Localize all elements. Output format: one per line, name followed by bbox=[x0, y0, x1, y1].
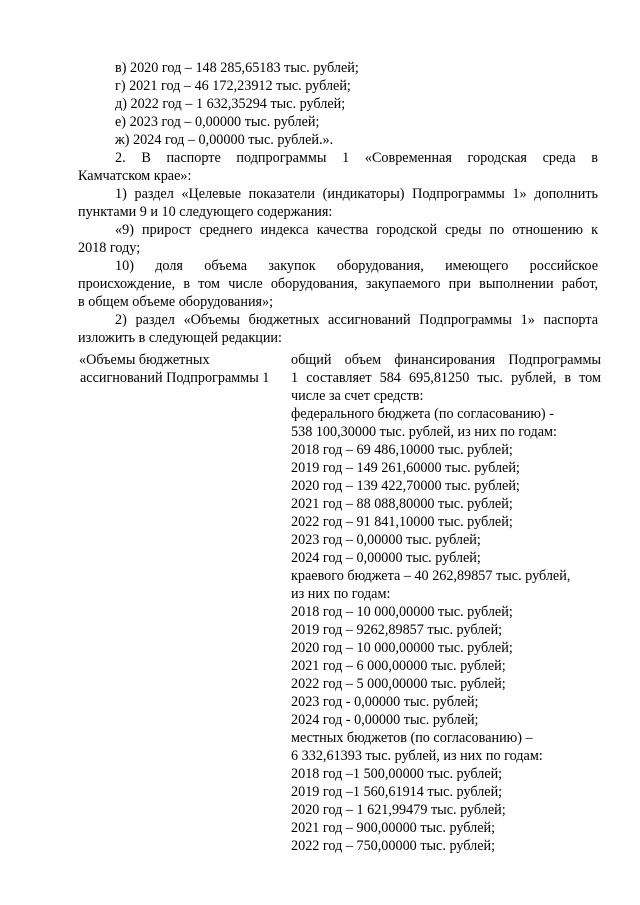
paragraph-line: 1) раздел «Целевые показатели (индикаторы) Подпрограммы 1» дополнить bbox=[115, 186, 598, 202]
table-value-line: 2021 год – 88 088,80000 тыс. рублей; bbox=[291, 496, 513, 512]
paragraph-line: «9) прирост среднего индекса качества городской среды по отношению к bbox=[115, 222, 598, 238]
table-value-line: общий объем финансирования Подпрограммы bbox=[291, 352, 601, 368]
table-value-line: 2022 год – 91 841,10000 тыс. рублей; bbox=[291, 514, 513, 530]
table-value-cell bbox=[291, 351, 601, 855]
table-value-line: 2020 год – 1 621,99479 тыс. рублей; bbox=[291, 802, 506, 818]
table-value-line: 1 составляет 584 695,81250 тыс. рублей, в том bbox=[291, 370, 601, 386]
table-value-line: местных бюджетов (по согласованию) – bbox=[291, 730, 533, 746]
intro-line: г) 2021 год – 46 172,23912 тыс. рублей; bbox=[115, 78, 351, 94]
table-value-line: 2024 год – 0,00000 тыс. рублей; bbox=[291, 550, 481, 566]
paragraph-line: 2018 году; bbox=[78, 240, 141, 256]
paragraph-line: пунктами 9 и 10 следующего содержания: bbox=[78, 204, 333, 220]
budget-table bbox=[78, 351, 601, 871]
table-value-line: числе за счет средств: bbox=[291, 388, 424, 404]
table-value-line: из них по годам: bbox=[291, 586, 391, 602]
table-value-line: 2024 год - 0,00000 тыс. рублей; bbox=[291, 712, 479, 728]
table-value-line: 2023 год – 0,00000 тыс. рублей; bbox=[291, 532, 481, 548]
paragraph-2-1 bbox=[78, 185, 598, 221]
table-value-line: 2018 год –1 500,00000 тыс. рублей; bbox=[291, 766, 503, 782]
paragraph-line: 2. В паспорте подпрограммы 1 «Современная городская среда в bbox=[115, 150, 598, 166]
table-value-line: 2018 год – 69 486,10000 тыс. рублей; bbox=[291, 442, 513, 458]
intro-line: д) 2022 год – 1 632,35294 тыс. рублей; bbox=[115, 96, 346, 112]
paragraph-line: изложить в следующей редакции: bbox=[78, 330, 282, 346]
table-value-line: 2019 год –1 560,61914 тыс. рублей; bbox=[291, 784, 503, 800]
paragraph-line: Камчатском крае»: bbox=[78, 168, 192, 184]
item-10 bbox=[78, 257, 598, 311]
table-value-line: 6 332,61393 тыс. рублей, из них по годам: bbox=[291, 748, 543, 764]
paragraph-line: в общем объеме оборудования»; bbox=[78, 294, 274, 310]
table-label-line: ассигнований Подпрограммы 1 bbox=[80, 370, 270, 386]
paragraph-line: 10) доля объема закупок оборудования, имеющего российское bbox=[115, 258, 598, 274]
table-label-line: «Объемы бюджетных bbox=[79, 352, 210, 368]
table-value-line: 538 100,30000 тыс. рублей, из них по годам: bbox=[291, 424, 557, 440]
intro-list bbox=[78, 59, 598, 149]
table-value-line: краевого бюджета – 40 262,89857 тыс. рублей, bbox=[291, 568, 571, 584]
paragraph-2 bbox=[78, 149, 598, 185]
table-value-line: 2022 год – 750,00000 тыс. рублей; bbox=[291, 838, 496, 854]
table-value-line: 2021 год – 900,00000 тыс. рублей; bbox=[291, 820, 496, 836]
paragraph-line: 2) раздел «Объемы бюджетных ассигнований Подпрограммы 1» паспорта bbox=[115, 312, 598, 328]
table-value-line: 2022 год – 5 000,00000 тыс. рублей; bbox=[291, 676, 506, 692]
table-value-line: 2018 год – 10 000,00000 тыс. рублей; bbox=[291, 604, 513, 620]
item-9 bbox=[78, 221, 598, 257]
paragraph-2-2 bbox=[78, 311, 598, 347]
table-value-line: 2020 год – 139 422,70000 тыс. рублей; bbox=[291, 478, 520, 494]
table-value-line: федерального бюджета (по согласованию) - bbox=[291, 406, 554, 422]
table-value-line: 2021 год – 6 000,00000 тыс. рублей; bbox=[291, 658, 506, 674]
paragraph-line: происхождение, в том числе оборудования, закупаемого при выполнении работ, bbox=[78, 276, 598, 292]
intro-line: ж) 2024 год – 0,00000 тыс. рублей.». bbox=[115, 132, 334, 148]
table-value-line: 2020 год – 10 000,00000 тыс. рублей; bbox=[291, 640, 513, 656]
table-label-cell bbox=[78, 351, 288, 387]
intro-line: е) 2023 год – 0,00000 тыс. рублей; bbox=[115, 114, 320, 130]
document-page bbox=[78, 59, 601, 871]
table-value-line: 2019 год – 149 261,60000 тыс. рублей; bbox=[291, 460, 520, 476]
table-value-line: 2023 год - 0,00000 тыс. рублей; bbox=[291, 694, 479, 710]
intro-line: в) 2020 год – 148 285,65183 тыс. рублей; bbox=[115, 60, 359, 76]
table-value-line: 2019 год – 9262,89857 тыс. рублей; bbox=[291, 622, 503, 638]
